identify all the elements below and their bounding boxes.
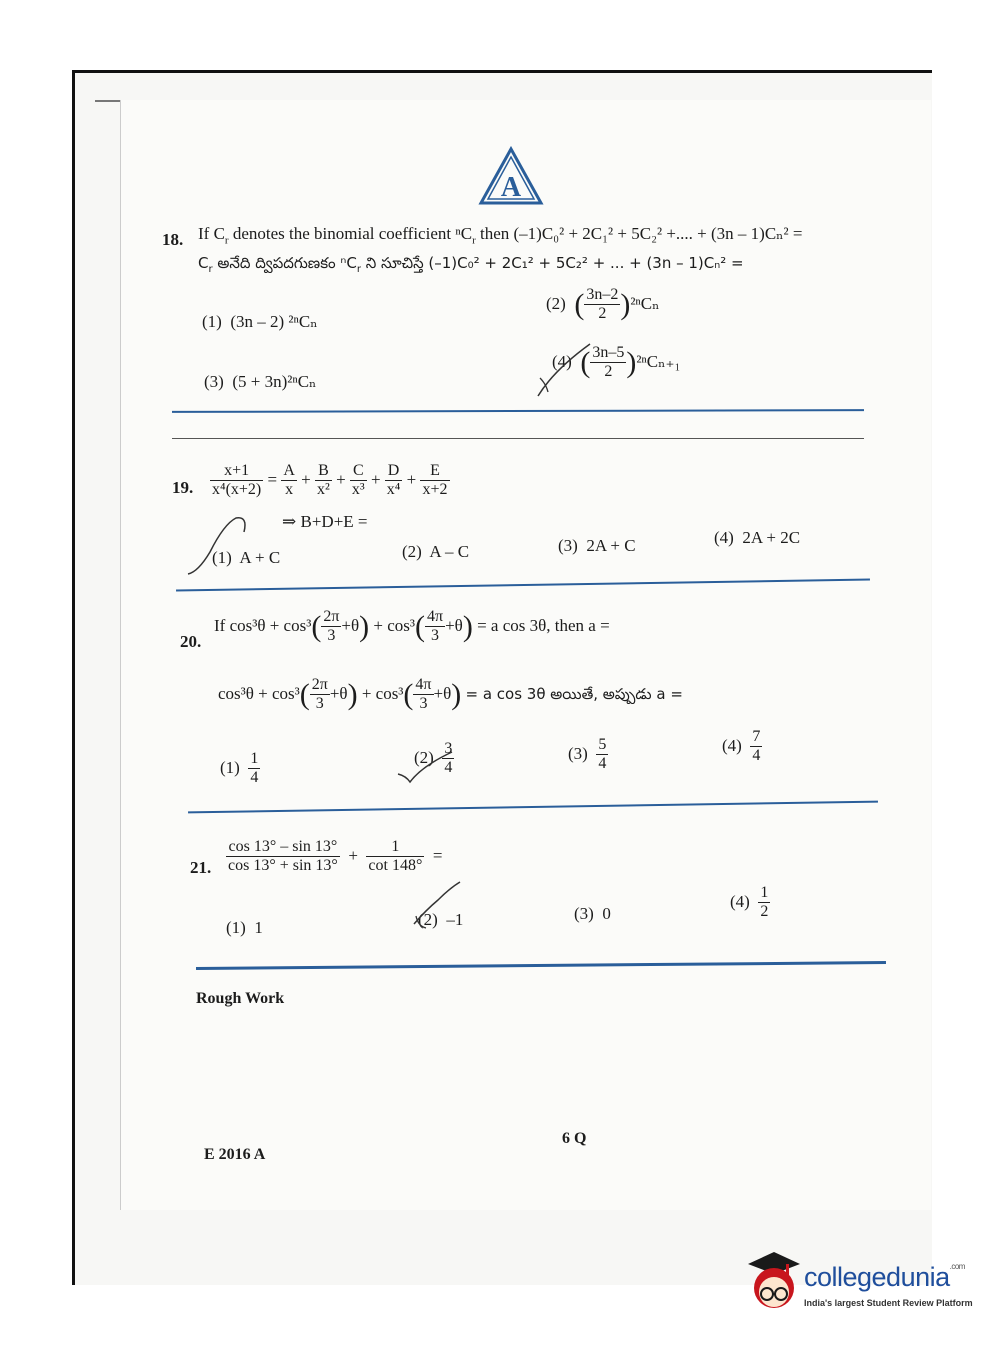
paper-code: E 2016 A [204,1146,266,1163]
page-number: 6 Q [562,1130,587,1147]
q21-option-1: (1) 1 [226,918,263,937]
series-triangle-icon [478,146,544,206]
q20-option-4: (4) $\frac{7}{4}$ [722,728,761,765]
q21-option-3: (3) 0 [574,904,611,923]
q18-option-4: (4) ( $\frac{3n-5}{2}$ )²ⁿCₙ₊₁ [552,344,681,381]
q20-number: 20. [180,632,202,651]
q18-option-1: (1) (3n – 2) ²ⁿCₙ [202,312,318,331]
q19-equation: $\frac{x+1}{\text{x⁴(x+2)}}$ = $\frac{A}{x}$ + $\frac{B}{\text{x²}}$ + $\frac{C}{\text{x³}}$ + $\frac{D}{\text{x⁴}}$ + $\frac{E}{x+2}$ [212,462,448,499]
q21-equation: $\frac{\cos 13^\circ - \sin 13^\circ}{\cos 13^\circ + \sin 13^\circ}$ + $\frac{1}{\cot 148^\circ}$ = [228,838,443,875]
q20-tick-mark-icon [396,746,456,786]
q21-option-2: (2) –1 [418,910,464,929]
q19-option-1: (1) A + C [212,548,281,567]
q18-number: 18. [162,230,184,249]
q21-tick-mark-icon [410,880,466,932]
q18-option-3: (3) (5 + 3n)²ⁿCₙ [204,372,317,391]
brand-tagline: India's largest Student Review Platform [804,1298,973,1308]
q20-text-te: cos³θ + cos³( $\frac{2\pi}{3}$ +θ) + cos³( $\frac{4\pi}{3}$ +θ) = a cos 3θ అయితే, అప్పుడు a = [218,676,683,713]
divider-line [172,438,864,439]
rough-work-heading: Rough Work [196,990,285,1007]
q18-text-te: $C_r$ అనేది ద్విపదగుణకం ⁿC$_r$ ని సూచిస్తే (–1)C₀² + 2C₁² + 5C₂² + ... + (3n – 1)Cₙ² = [198,254,744,275]
q19-option-4: (4) 2A + 2C [714,528,801,547]
q19-implies: ⇒ B+D+E = [282,512,368,531]
q19-tick-mark-icon [184,512,254,580]
q21-number: 21. [190,858,212,877]
collegedunia-mascot-icon [744,1250,804,1316]
brand-name: collegedunia$^{.com}$ [804,1262,965,1292]
q20-option-2: (2) $\frac{3}{4}$ [414,740,453,777]
q20-text-en: If cos³θ + cos³( $\frac{2\pi}{3}$ +θ) + cos³( $\frac{4\pi}{3}$ +θ) = a cos 3θ, then a = [214,608,610,645]
q18-option-2: (2) ( $\frac{3n-2}{2}$ )²ⁿCₙ [546,286,660,323]
series-letter: A [500,172,522,203]
q20-option-1: (1) $\frac{1}{4}$ [220,750,259,787]
q19-number: 19. [172,478,194,497]
q19-option-2: (2) A – C [402,542,470,561]
q20-option-3: (3) $\frac{5}{4}$ [568,736,607,773]
q21-option-4: (4) $\frac{1}{2}$ [730,884,769,921]
q18-tick-mark-icon [534,340,594,400]
q18-text-en: If $C_r$ denotes the binomial coefficient ⁿC$_r$ then (–1)C₀² + 2C₁² + 5C₂² +.... + (3n – 1)Cₙ² = [198,224,803,247]
q19-option-3: (3) 2A + C [558,536,636,555]
